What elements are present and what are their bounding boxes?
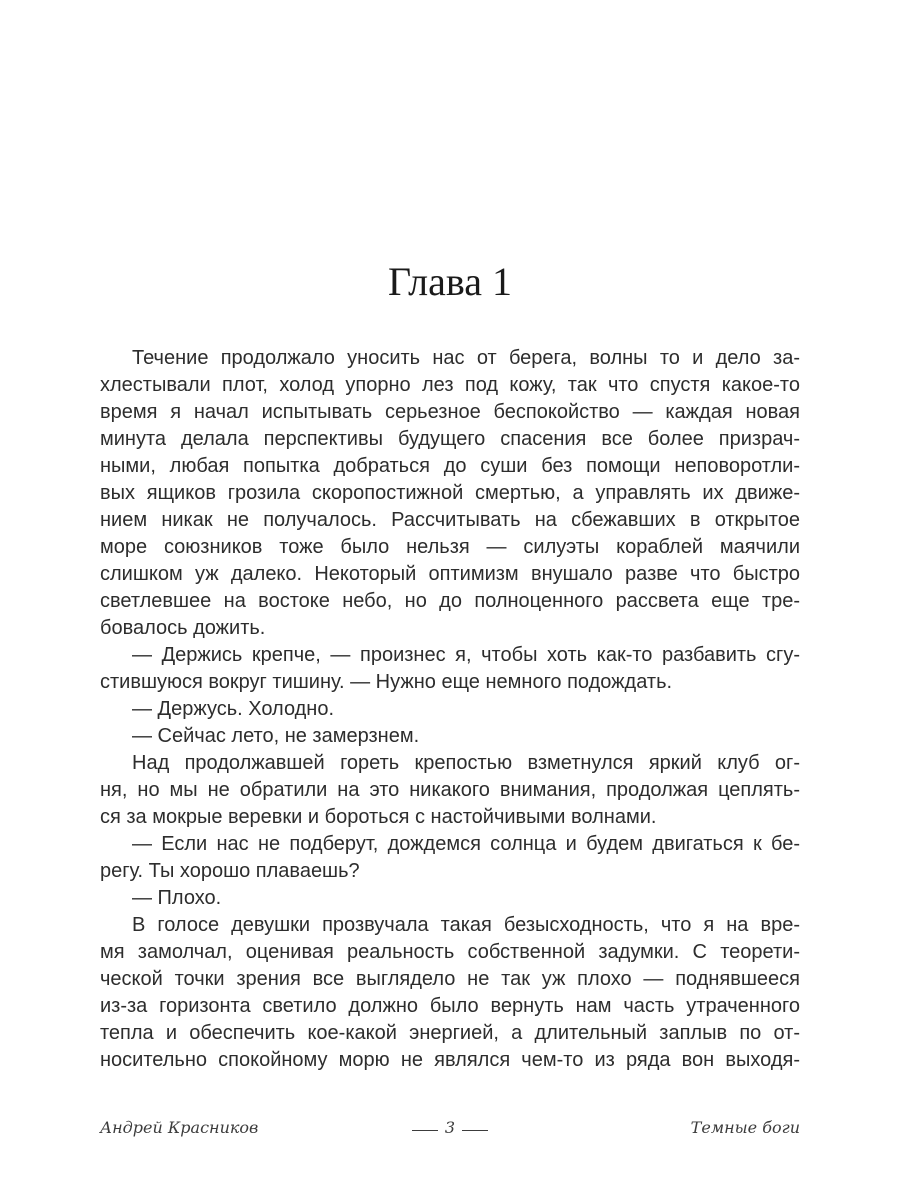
paragraph [100, 345, 800, 642]
page-footer [100, 1118, 800, 1137]
text-line: Течение продолжало уносить нас от берега, волны то и дело за- [132, 347, 800, 369]
text-line: время я начал испытывать серьезное беспокойство — каждая новая [100, 401, 800, 423]
paragraph [100, 885, 800, 912]
page-number-block [412, 1118, 488, 1137]
text-line: — Держусь. Холодно. [132, 698, 335, 720]
text-line: ня, но мы не обратили на это никакого внимания, продолжая цеплять- [100, 779, 800, 801]
footer-author: Андрей Красников [100, 1118, 259, 1137]
text-line: нием никак не получалось. Рассчитывать на сбежавших в открытое [100, 509, 800, 531]
text-line: В голосе девушки прозвучала такая безысходность, что я на вре- [132, 914, 800, 936]
text-line: минута делала перспективы будущего спасения все более призрач- [100, 428, 800, 450]
chapter-title: Глава 1 [388, 259, 512, 304]
text-line: — Плохо. [132, 887, 222, 909]
paragraph [100, 831, 800, 885]
page-content [100, 0, 800, 1074]
text-line: из-за горизонта светило должно было вернуть нам часть утраченного [100, 995, 800, 1017]
paragraph [100, 750, 800, 831]
text-line: регу. Ты хорошо плаваешь? [100, 860, 360, 882]
text-line: — Держись крепче, — произнес я, чтобы хоть как-то разбавить сгу- [132, 644, 800, 666]
page-number-rule-left [412, 1130, 438, 1131]
footer-book-title: Темные боги [690, 1118, 800, 1137]
text-line: — Сейчас лето, не замерзнем. [132, 725, 420, 747]
text-line: мя замолчал, оценивая реальность собственной задумки. С теорети- [100, 941, 800, 963]
paragraph [100, 696, 800, 723]
text-line: ся за мокрые веревки и бороться с настойчивыми волнами. [100, 806, 657, 828]
page-number: 3 [444, 1118, 456, 1137]
paragraph [100, 912, 800, 1074]
text-line: хлестывали плот, холод упорно лез под кожу, так что спустя какое-то [100, 374, 800, 396]
paragraph [100, 723, 800, 750]
page-number-rule-right [462, 1130, 488, 1131]
text-line: — Если нас не подберут, дождемся солнца и будем двигаться к бе- [132, 833, 800, 855]
text-line: море союзников тоже было нельзя — силуэты кораблей маячили [100, 536, 800, 558]
text-line: ными, любая попытка добраться до суши без помощи неповоротли- [100, 455, 800, 477]
text-line: тепла и обеспечить кое-какой энергией, а длительный заплыв по от- [100, 1022, 800, 1044]
text-line: бовалось дожить. [100, 617, 266, 639]
text-line: слишком уж далеко. Некоторый оптимизм внушало разве что быстро [100, 563, 800, 585]
text-line: Над продолжавшей гореть крепостью взметнулся яркий клуб ог- [132, 752, 800, 774]
text-line: ческой точки зрения все выглядело не так уж плохо — поднявшееся [100, 968, 800, 990]
paragraph [100, 642, 800, 696]
text-line: светлевшее на востоке небо, но до полноценного рассвета еще тре- [100, 590, 800, 612]
text-line: стившуюся вокруг тишину. — Нужно еще немного подождать. [100, 671, 673, 693]
text-body [100, 345, 800, 1074]
text-line: вых ящиков грозила скоропостижной смертью, а управлять их движе- [100, 482, 800, 504]
text-line: носительно спокойному морю не являлся чем-то из ряда вон выходя- [100, 1049, 800, 1071]
